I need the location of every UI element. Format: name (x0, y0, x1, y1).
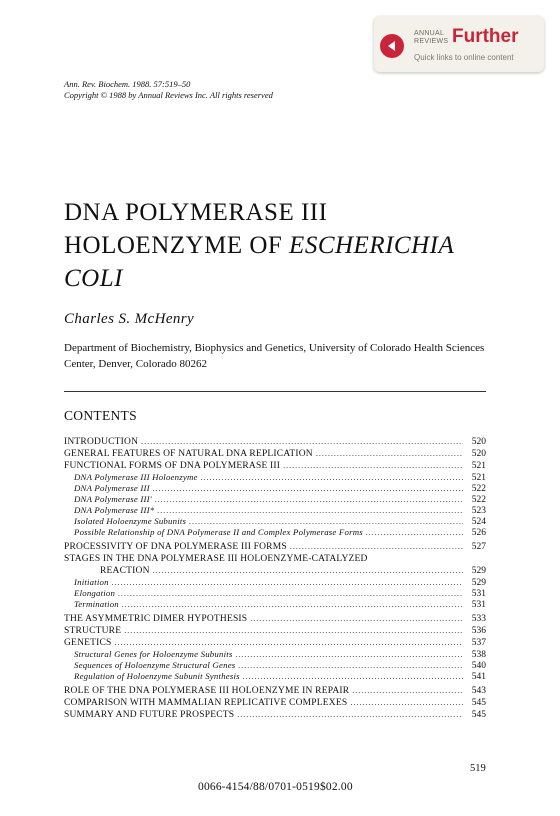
toc-leader-dots (283, 460, 463, 472)
toc-entry-page: 529 (471, 566, 486, 576)
toc-entry-label: Termination (74, 599, 119, 609)
badge-further-text: Further (452, 26, 519, 47)
toc-entry-label: DNA Polymerase III* (74, 505, 155, 515)
toc-entry (64, 553, 486, 565)
back-arrow-icon[interactable] (380, 34, 404, 58)
title-line-3: COLI (64, 265, 123, 292)
toc-leader-dots (115, 637, 463, 649)
toc-entry (64, 505, 486, 516)
toc-entry-label: Possible Relationship of DNA Polymerase II and Complex Polymerase Forms (74, 527, 363, 537)
toc-entry (64, 527, 486, 538)
annual-reviews-further-badge[interactable] (374, 16, 544, 72)
toc-entry-page: 523 (471, 506, 486, 516)
author-name: Charles S. McHenry (64, 311, 195, 327)
toc-leader-dots (350, 697, 463, 709)
toc-leader-dots (122, 599, 463, 610)
toc-entry-page: 520 (471, 449, 486, 459)
toc-entry-label: PROCESSIVITY OF DNA POLYMERASE III FORMS (64, 542, 287, 552)
toc-entry-label: COMPARISON WITH MAMMALIAN REPLICATIVE COMPLEXES (64, 698, 348, 708)
toc-entry-label: SUMMARY AND FUTURE PROSPECTS (64, 710, 235, 720)
toc-entry-page: 527 (471, 542, 486, 552)
toc-entry (64, 599, 486, 610)
toc-entry-label: GENERAL FEATURES OF NATURAL DNA REPLICATION (64, 449, 313, 459)
toc-entry-label: Regulation of Holoenzyme Subunit Synthesis (74, 671, 240, 681)
toc-entry-label: INTRODUCTION (64, 437, 139, 447)
toc-leader-dots (189, 516, 463, 527)
title-line-1: DNA POLYMERASE III (64, 199, 328, 226)
toc-entry (64, 472, 486, 483)
toc-entry-page: 537 (471, 638, 486, 648)
toc-entry (64, 613, 486, 625)
toc-entry-page: 541 (471, 672, 486, 682)
toc-entry-label: DNA Polymerase III' (74, 494, 152, 504)
badge-reviews-text: REVIEWS (414, 38, 449, 45)
toc-leader-dots (153, 483, 463, 494)
toc-entry-page: 522 (471, 484, 486, 494)
toc-entry-page: 531 (471, 600, 486, 610)
author-affiliation: Department of Biochemistry, Biophysics and Genetics, University of Colorado Health Sciences Center, Denver, Colorado 80262 (64, 342, 485, 370)
toc-entry-label: REACTION (100, 566, 150, 576)
toc-leader-dots (237, 709, 463, 721)
toc-leader-dots (366, 527, 463, 538)
toc-leader-dots (290, 541, 463, 553)
toc-entry (64, 483, 486, 494)
badge-publisher (414, 30, 454, 46)
toc-entry (64, 709, 486, 721)
toc-entry-label: Sequences of Holoenzyme Structural Genes (74, 660, 236, 670)
citation-block (64, 79, 273, 101)
toc-entry-label: STRUCTURE (64, 626, 122, 636)
toc-entry (64, 660, 486, 671)
toc-entry-page: 521 (471, 461, 486, 471)
toc-entry-label: Elongation (74, 588, 116, 598)
toc-entry (64, 577, 486, 588)
badge-quick-links-text: Quick links to online content (414, 53, 514, 62)
toc-entry-page: 520 (471, 437, 486, 447)
toc-leader-dots (124, 625, 463, 637)
contents-heading: CONTENTS (64, 408, 137, 423)
toc-leader-dots (238, 660, 463, 671)
toc-entry-label: FUNCTIONAL FORMS OF DNA POLYMERASE III (64, 461, 281, 471)
divider-rule (64, 391, 486, 392)
toc-entry (64, 448, 486, 460)
toc-leader-dots (250, 613, 463, 625)
toc-entry-label: ROLE OF THE DNA POLYMERASE III HOLOENZYME IN REPAIR (64, 686, 350, 696)
toc-entry (64, 494, 486, 505)
toc-entry-page: 529 (471, 578, 486, 588)
toc-entry-label: DNA Polymerase III Holoenzyme (74, 472, 198, 482)
toc-entry-page: 522 (471, 495, 486, 505)
toc-entry-page: 540 (471, 661, 486, 671)
toc-entry (64, 460, 486, 472)
toc-leader-dots (236, 649, 463, 660)
table-of-contents (64, 436, 486, 721)
toc-leader-dots (153, 565, 463, 577)
issn-line: 0066-4154/88/0701-0519$02.00 (198, 781, 353, 793)
toc-leader-dots (112, 577, 463, 588)
toc-entry-page: 524 (471, 517, 486, 527)
toc-leader-dots (141, 436, 463, 448)
toc-entry-page: 538 (471, 650, 486, 660)
toc-entry (64, 516, 486, 527)
toc-entry-page: 536 (471, 626, 486, 636)
title-line-2 (64, 229, 454, 262)
toc-entry-page: 521 (471, 473, 486, 483)
toc-entry-label: GENETICS (64, 638, 112, 648)
toc-entry (64, 697, 486, 709)
toc-leader-dots (201, 472, 463, 483)
toc-leader-dots (155, 494, 463, 505)
toc-entry (64, 637, 486, 649)
toc-entry (64, 565, 486, 577)
toc-leader-dots (118, 588, 463, 599)
toc-entry (64, 671, 486, 682)
title-line-2-roman: HOLOENZYME OF (64, 232, 290, 259)
toc-entry (64, 436, 486, 448)
toc-leader-dots (157, 505, 463, 516)
title-line-2-italic: ESCHERICHIA (289, 232, 455, 259)
toc-leader-dots (243, 671, 463, 682)
toc-entry-page: 531 (471, 589, 486, 599)
toc-entry (64, 649, 486, 660)
toc-entry-page: 533 (471, 614, 486, 624)
toc-entry-label: THE ASYMMETRIC DIMER HYPOTHESIS (64, 614, 248, 624)
citation-copyright: Copyright © 1988 by Annual Reviews Inc. All rights reserved (64, 90, 273, 100)
toc-entry-page: 545 (471, 710, 486, 720)
toc-entry-label: STAGES IN THE DNA POLYMERASE III HOLOENZYME-CATALYZED (64, 554, 368, 564)
toc-entry (64, 685, 486, 697)
toc-entry-page: 526 (471, 528, 486, 538)
toc-entry-label: Structural Genes for Holoenzyme Subunits (74, 649, 233, 659)
article-title (64, 196, 454, 295)
toc-entry (64, 541, 486, 553)
toc-entry-page: 545 (471, 698, 486, 708)
toc-entry (64, 625, 486, 637)
citation-journal: Ann. Rev. Biochem. 1988. 57:519–50 (64, 79, 191, 89)
page-number: 519 (470, 763, 486, 774)
toc-entry-page: 543 (471, 686, 486, 696)
toc-leader-dots (316, 448, 463, 460)
toc-leader-dots (352, 685, 463, 697)
toc-entry-label: Isolated Holoenzyme Subunits (74, 516, 187, 526)
toc-entry-label: DNA Polymerase III (74, 483, 150, 493)
toc-entry-label: Initiation (74, 577, 109, 587)
badge-annual-text: ANNUAL (414, 30, 445, 37)
toc-entry (64, 588, 486, 599)
